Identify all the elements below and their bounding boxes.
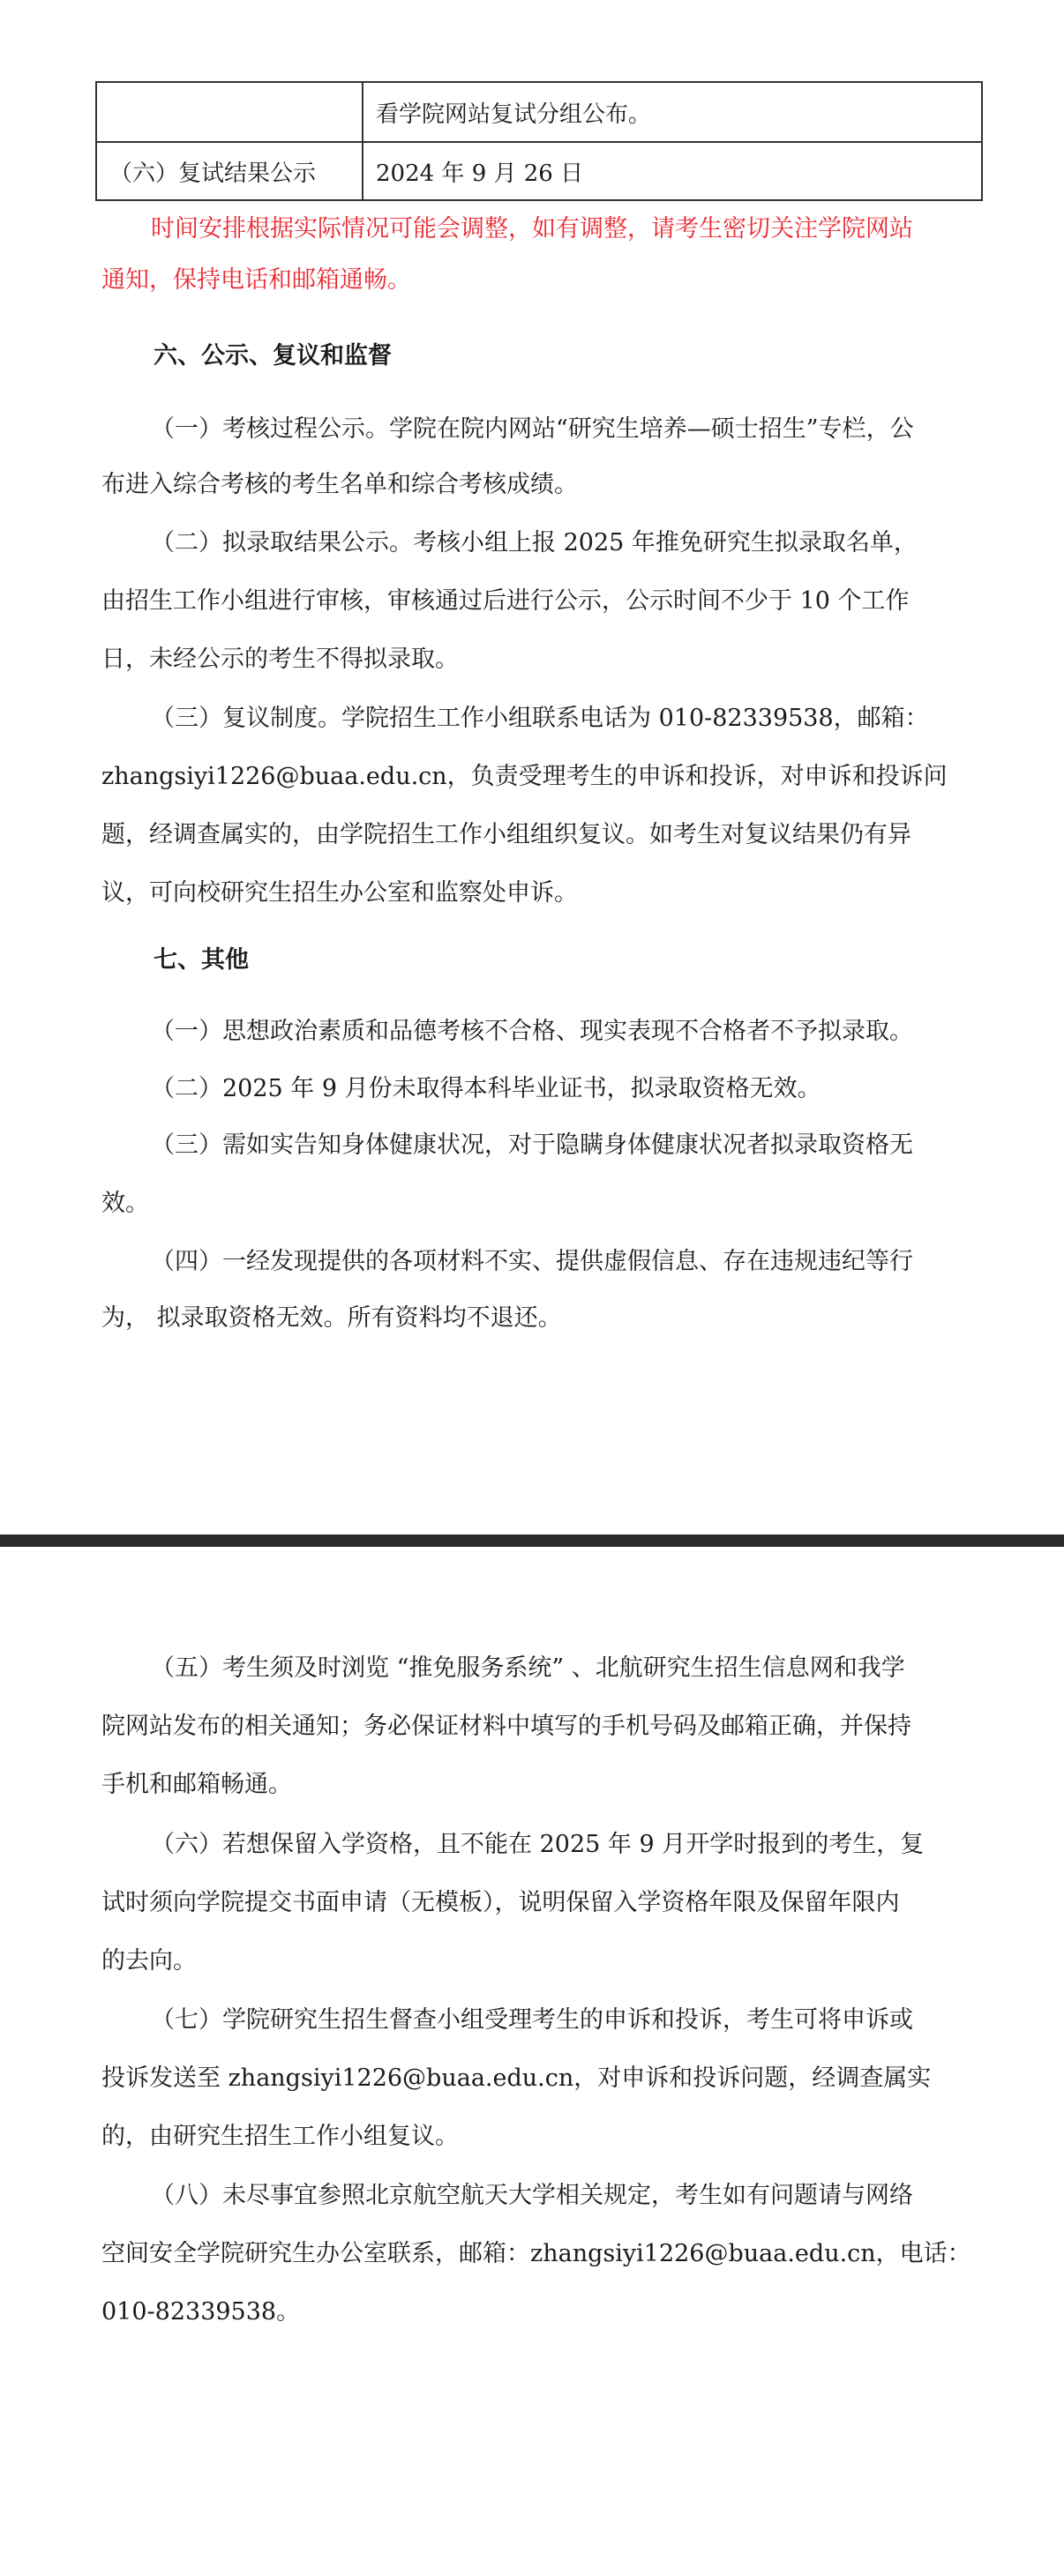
paragraph-line: （八）未尽事宜参照北京航空航天大学相关规定，考生如有问题请与网络 [151,2182,913,2209]
table-row [96,142,982,200]
section-heading: 六、公示、复议和监督 [154,342,392,370]
paragraph-line: 为， 拟录取资格无效。所有资料均不退还。 [101,1304,562,1332]
paragraph-line: 空间安全学院研究生办公室联系，邮箱：zhangsiyi1226@buaa.edu.cn，电话： [101,2240,971,2267]
paragraph-line: （四）一经发现提供的各项材料不实、提供虚假信息、存在违规违纪等行 [151,1248,913,1275]
paragraph-line: （六）若想保留入学资格，且不能在 2025 年 9 月开学时报到的考生，复 [151,1831,925,1858]
paragraph-line: （二）2025 年 9 月份未取得本科毕业证书，拟录取资格无效。 [151,1075,821,1102]
paragraph-line: （五）考生须及时浏览 “推免服务系统” 、北航研究生招生信息网和我学 [151,1654,905,1682]
paragraph-line: 效。 [101,1190,149,1217]
paragraph-line: 日，未经公示的考生不得拟录取。 [101,646,459,673]
table-cell-label [96,82,363,142]
paragraph-line: 院网站发布的相关通知；务必保证材料中填写的手机号码及邮箱正确，并保持 [101,1713,911,1740]
paragraph-line: 的，由研究生招生工作小组复议。 [101,2123,459,2150]
paragraph-line: 由招生工作小组进行审核，审核通过后进行公示，公示时间不少于 10 个工作 [101,587,910,615]
schedule-note-line: 时间安排根据实际情况可能会调整，如有调整，请考生密切关注学院网站 [151,215,913,243]
paragraph-line: 手机和邮箱畅通。 [101,1771,292,1798]
schedule-note-line: 通知，保持电话和邮箱通畅。 [101,266,411,294]
table-cell-label: （六）复试结果公示 [96,142,363,200]
paragraph-line: 的去向。 [101,1947,197,1975]
table-row [96,82,982,142]
paragraph-line: （二）拟录取结果公示。考核小组上报 2025 年推免研究生拟录取名单， [151,529,918,556]
paragraph-line: zhangsiyi1226@buaa.edu.cn，负责受理考生的申诉和投诉，对申诉和投诉问 [101,763,948,790]
paragraph-line: （三）复议制度。学院招生工作小组联系电话为 010-82339538，邮箱： [151,705,929,732]
paragraph-line: （三）需如实告知身体健康状况，对于隐瞒身体健康状况者拟录取资格无 [151,1131,913,1159]
table-cell-value: 看学院网站复试分组公布。 [363,82,982,142]
table-cell-value: 2024 年 9 月 26 日 [363,142,982,200]
paragraph-line: （七）学院研究生招生督查小组受理考生的申诉和投诉，考生可将申诉或 [151,2006,913,2034]
section-heading: 七、其他 [154,946,249,974]
schedule-table [95,81,983,201]
paragraph-line: 投诉发送至 zhangsiyi1226@buaa.edu.cn，对申诉和投诉问题，经调查属实 [101,2065,932,2092]
paragraph-line: （一）思想政治素质和品德考核不合格、现实表现不合格者不予拟录取。 [151,1018,913,1045]
page-separator [0,1534,1064,1547]
paragraph-line: 议，可向校研究生招生办公室和监察处申诉。 [101,879,578,907]
paragraph-line: 010-82339538。 [101,2298,301,2326]
document-page-2 [0,1547,1064,2576]
paragraph-line: 题，经调查属实的，由学院招生工作小组组织复议。如考生对复议结果仍有异 [101,821,911,848]
paragraph-line: 试时须向学院提交书面申请（无模板），说明保留入学资格年限及保留年限内 [101,1889,900,1916]
paragraph-line: （一）考核过程公示。学院在院内网站“研究生培养—硕士招生”专栏，公 [151,415,914,443]
paragraph-line: 布进入综合考核的考生名单和综合考核成绩。 [101,471,578,498]
